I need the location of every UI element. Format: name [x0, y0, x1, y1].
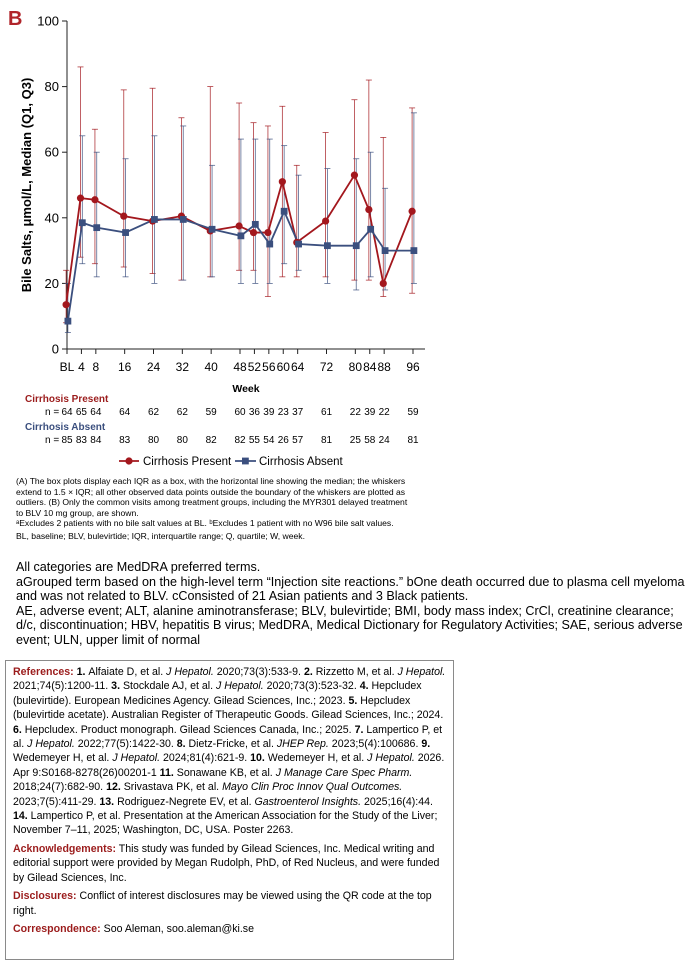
reference-detail: 2018;24(7):682-90. [13, 781, 107, 794]
legend-marker-cirrhosis-present [125, 457, 132, 464]
data-point-cirrhosis-present [77, 195, 84, 202]
x-tick-label: 80 [348, 360, 363, 374]
note-meddra: All categories are MedDRA preferred terms. [16, 560, 261, 574]
reference-detail: 2025;16(4):44. [361, 795, 433, 808]
disclosures [13, 889, 446, 918]
reference-detail: 2022;77(5):1422-30. [74, 738, 177, 751]
data-point-cirrhosis-absent [281, 208, 288, 215]
n-table-prefix-present: n = [45, 407, 60, 418]
n-value-absent: 54 [263, 435, 275, 446]
y-axis-label: Bile Salts, μmol/L, Median (Q1, Q3) [19, 77, 34, 293]
reference-text: Lampertico P, et al. [13, 723, 443, 751]
n-value-absent: 82 [234, 435, 246, 446]
reference-number: 13. [99, 795, 118, 808]
acknowledgements [13, 842, 446, 885]
reference-text: Alfaiate D, et al. [88, 666, 167, 678]
reference-number: 3. [111, 680, 123, 693]
data-point-cirrhosis-absent [324, 242, 331, 249]
reference-detail: 2024;81(4):621-9. [160, 752, 251, 765]
n-value-absent: 55 [248, 435, 260, 446]
data-point-cirrhosis-present [365, 206, 372, 213]
data-point-cirrhosis-absent [65, 318, 72, 325]
data-point-cirrhosis-absent [238, 232, 245, 239]
legend-label-cirrhosis-absent: Cirrhosis Absent [259, 456, 343, 468]
table-notes [16, 560, 692, 648]
legend-marker-cirrhosis-absent [242, 458, 249, 465]
reference-number: 5. [348, 694, 361, 707]
references-label: References: [13, 666, 74, 678]
reference-number: 8. [176, 738, 189, 751]
n-value-present: 64 [119, 407, 131, 418]
reference-text: Sonawane KB, et al. [176, 766, 276, 779]
data-point-cirrhosis-absent [382, 247, 389, 254]
n-value-present: 39 [263, 407, 275, 418]
data-point-cirrhosis-absent [367, 226, 374, 233]
reference-text: Wedemeyer H, et al. [13, 752, 113, 765]
data-point-cirrhosis-absent [266, 241, 273, 248]
n-value-absent: 58 [364, 435, 376, 446]
data-point-cirrhosis-absent [353, 242, 360, 249]
n-value-absent: 83 [75, 435, 87, 446]
x-tick-label: 72 [319, 360, 334, 374]
reference-text: Wedemeyer H, et al. [267, 752, 368, 765]
n-value-absent: 24 [378, 435, 390, 446]
n-value-absent: 84 [90, 435, 102, 446]
n-value-present: 22 [349, 407, 361, 418]
correspondence-label: Correspondence: [13, 922, 101, 935]
x-tick-label: 88 [377, 360, 391, 374]
x-tick-label: 4 [78, 360, 85, 374]
n-value-absent: 57 [292, 435, 304, 446]
y-tick-label: 60 [44, 144, 59, 160]
figure-footnote [16, 476, 416, 542]
n-value-absent: 80 [176, 435, 188, 446]
reference-journal: Mayo Clin Proc Innov Qual Outcomes. [222, 781, 403, 794]
y-tick-label: 100 [37, 13, 59, 29]
reference-text: Lampertico P, et al. Presentation at the American Association for the Study of the Liver; November 7–11, 2025; Washington, DC, USA. Poster 2263. [13, 810, 438, 837]
x-axis-label: Week [232, 383, 260, 395]
x-tick-label: 32 [175, 360, 190, 374]
references-box [5, 660, 454, 960]
data-point-cirrhosis-present [351, 172, 358, 179]
n-table-title-present: Cirrhosis Present [25, 394, 109, 405]
reference-text: Dietz-Fricke, et al. [188, 738, 277, 751]
data-point-cirrhosis-present [409, 208, 416, 215]
x-tick-label: 8 [92, 360, 100, 374]
reference-number: 4. [359, 680, 372, 693]
data-point-cirrhosis-absent [93, 224, 100, 231]
y-tick-label: 20 [44, 275, 59, 291]
n-table-title-absent: Cirrhosis Absent [25, 422, 106, 433]
x-tick-label: 96 [406, 360, 420, 374]
n-value-present: 60 [234, 407, 246, 418]
n-value-present: 37 [292, 407, 304, 418]
data-point-cirrhosis-present [236, 222, 243, 229]
reference-number: 6. [13, 723, 25, 736]
data-point-cirrhosis-present [91, 196, 98, 203]
x-tick-label: 24 [146, 360, 161, 374]
data-point-cirrhosis-absent [252, 221, 259, 228]
data-point-cirrhosis-absent [209, 226, 216, 233]
reference-number: 12. [106, 781, 124, 794]
x-tick-label: 56 [262, 360, 276, 374]
legend-label-cirrhosis-present: Cirrhosis Present [143, 456, 232, 468]
reference-number: 1. [76, 666, 89, 678]
note-abbreviations: AE, adverse event; ALT, alanine aminotransferase; BLV, bulevirtide; BMI, body mass index; CrCl, creatinine clearance; d/c, discontinuation; HBV, hepatitis B virus; MedDRA, Medical Dictionary for Regulatory Activities; SAE, serious adverse event; ULN, upper limit of normal [16, 603, 683, 647]
reference-journal: J Hepatol. [27, 738, 75, 751]
n-value-present: 23 [277, 407, 289, 418]
data-point-cirrhosis-present [279, 178, 286, 185]
reference-journal: J Hepatol. [216, 680, 264, 693]
data-point-cirrhosis-absent [411, 247, 418, 254]
acknowledgements-label: Acknowledgements: [13, 842, 117, 855]
footnote-exclusions: ᵃExcludes 2 patients with no bile salt values at BL. ᵇExcludes 1 patient with no W96 bile salt values. [16, 518, 394, 529]
x-tick-label: 48 [233, 360, 247, 374]
data-point-cirrhosis-present [250, 229, 257, 236]
n-value-absent: 81 [320, 435, 333, 446]
disclosures-text: Conflict of interest disclosures may be viewed using the QR code at the top right. [13, 890, 432, 917]
reference-number: 7. [354, 723, 367, 736]
n-value-present: 59 [205, 407, 217, 418]
y-tick-label: 80 [44, 79, 59, 95]
reference-journal: J Hepatol. [367, 752, 415, 765]
reference-text: Hepcludex. Product monograph. Gilead Sciences Canada, Inc.; 2025. [24, 723, 355, 736]
references [13, 665, 446, 838]
references-list [13, 666, 445, 836]
y-tick-label: 0 [51, 341, 59, 357]
n-value-present: 62 [176, 407, 188, 418]
data-point-cirrhosis-absent [295, 241, 302, 248]
reference-number: 14. [13, 810, 31, 823]
n-value-absent: 82 [205, 435, 217, 446]
reference-number: 9. [421, 738, 431, 751]
y-tick-label: 40 [44, 210, 59, 226]
data-point-cirrhosis-absent [151, 216, 158, 223]
n-value-absent: 25 [349, 435, 361, 446]
n-value-present: 64 [90, 407, 102, 418]
n-value-present: 62 [147, 407, 160, 418]
reference-detail: 2020;73(3):523-32. [263, 680, 360, 693]
n-table-prefix-absent: n = [45, 435, 60, 446]
n-value-present: 39 [364, 407, 376, 418]
reference-detail: 2021;74(5):1200-11. [13, 680, 112, 693]
n-value-absent: 80 [147, 435, 160, 446]
data-point-cirrhosis-present [120, 213, 127, 220]
n-value-present: 61 [320, 407, 333, 418]
data-point-cirrhosis-absent [122, 229, 129, 236]
data-point-cirrhosis-present [63, 301, 70, 308]
reference-detail: 2020;73(3):533-9. [213, 666, 304, 678]
reference-text: Stockdale AJ, et al. [122, 680, 216, 693]
x-tick-label: 60 [276, 360, 290, 374]
n-value-present: 36 [248, 407, 260, 418]
footnote-abbreviations: BL, baseline; BLV, bulevirtide; IQR, interquartile range; Q, quartile; W, week. [16, 530, 305, 541]
reference-journal: JHEP Rep. [276, 738, 329, 751]
x-tick-label: 64 [290, 360, 305, 374]
x-tick-label: BL [59, 360, 75, 374]
x-tick-label: 52 [247, 360, 262, 374]
x-tick-label: 16 [117, 360, 132, 374]
reference-number: 10. [250, 752, 268, 765]
data-point-cirrhosis-present [380, 280, 387, 287]
reference-detail: 2023;5(4):100686. [328, 738, 422, 751]
data-point-cirrhosis-present [322, 217, 329, 224]
n-value-present: 64 [61, 407, 73, 418]
n-value-absent: 81 [407, 435, 419, 446]
reference-number: 2. [303, 666, 316, 678]
x-tick-label: 40 [204, 360, 218, 374]
footnote-description: (A) The box plots display each IQR as a box, with the horizontal line showing the median; the whiskers extend to 1.5 × IQR; all other observed data points outside the boundary of the whiskers are plotted as outliers. (B) Only the common visits among treatment groups, including the MYR301 delayed treatment to BLV 10 mg group, are shown. [16, 476, 408, 518]
reference-journal: Gastroenterol Insights. [254, 795, 362, 808]
acknowledgements-text: This study was funded by Gilead Sciences, Inc. Medical writing and editorial support were provided by Megan Rudolph, PhD, of Red Nucleus, and were funded by Gilead Sciences, Inc. [13, 842, 440, 884]
n-value-present: 65 [75, 407, 87, 418]
correspondence-text: Soo Aleman, soo.aleman@ki.se [100, 922, 254, 935]
note-superscripts: aGrouped term based on the high-level term “Injection site reactions.” bOne death occurred due to plasma cell myeloma and was not related to BLV. cConsisted of 21 Asian patients and 3 Black patients. [16, 574, 685, 604]
x-tick-label: 84 [363, 360, 377, 374]
n-value-absent: 83 [119, 435, 131, 446]
reference-detail: 2023;7(5):411-29. [13, 795, 100, 808]
reference-number: 11. [159, 766, 177, 779]
correspondence [13, 922, 446, 936]
n-value-absent: 85 [61, 435, 73, 446]
reference-text: Hepcludex (bulevirtide). European Medicines Agency. Gilead Sciences, Inc.; 2023. [13, 680, 422, 707]
bile-salts-chart [0, 0, 695, 475]
data-point-cirrhosis-absent [79, 219, 86, 226]
n-value-present: 59 [407, 407, 419, 418]
reference-text: Hepcludex (bulevirtide acetate). Australian Register of Therapeutic Goods. Gilead Sciences, Inc.; 2024. [13, 694, 444, 722]
reference-journal: J Hepatol. [166, 666, 214, 678]
panel-label: B [8, 8, 23, 30]
reference-detail: 2026. Apr 9:S0168-8278(26)00201-1 [13, 752, 445, 779]
reference-journal: J Hepatol. [397, 666, 446, 678]
reference-journal: J Hepatol. [112, 752, 161, 765]
reference-text: Rodriguez-Negrete EV, et al. [117, 795, 255, 808]
disclosures-label: Disclosures: [13, 890, 77, 903]
reference-journal: J Manage Care Spec Pharm. [275, 766, 413, 779]
reference-text: Rizzetto M, et al. [315, 666, 398, 678]
data-point-cirrhosis-present [264, 229, 271, 236]
n-value-present: 22 [378, 407, 390, 418]
reference-text: Srivastava PK, et al. [123, 781, 223, 794]
n-value-absent: 26 [277, 435, 289, 446]
data-point-cirrhosis-absent [180, 216, 187, 223]
